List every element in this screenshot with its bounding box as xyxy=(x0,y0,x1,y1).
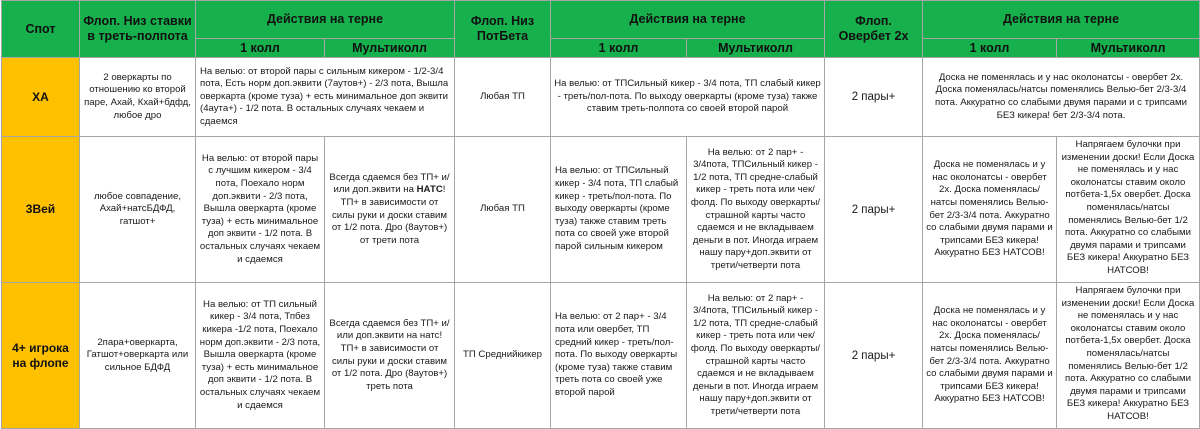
header-row xyxy=(2,1,1200,39)
spot-cell: 3Вей xyxy=(2,137,80,283)
one-call-cell: На велью: от ТПСильный кикер - 3/4 пота, ТП слабый кикер - треть/пол-пота. По выходу оверкарты (кроме туза) также ставим треть пота со своей уже второй парой сильным кикером xyxy=(551,137,687,283)
spot-cell: ХА xyxy=(2,58,80,137)
multicall-text-b: ! ТП+ в зависимости от силы руки и доски ставим от 1/2 пота. Дро (8аутов+) от трети пота xyxy=(331,184,448,246)
flop-low-stake-cell: 2пара+оверкарта, Гатшот+оверкарта или сильное БДФД xyxy=(80,283,196,429)
one-call-cell: На велью: от 2 пар+ - 3/4 пота или овербет, ТП средний кикер - треть/пол-пота. По выходу оверкарты (кроме туза) также ставим треть пота со своей уже второй парой xyxy=(551,283,687,429)
multicall-cell: На велью: от 2 пар+ - 3/4пота, ТПСильный кикер - 1/2 пота, ТП средне-слабый кикер - треть пота или чек/фолд. По выходу оверкарты/страшной карты часто сдаемся и не вкладываем деньги в пот. Иногда играем нашу пару+доп.эквити от трети/четверти пота xyxy=(687,137,825,283)
flop-low-stake-cell: 2 оверкарты по отношению ко второй паре, Ахай, Кхай+бдфд, любое дро xyxy=(80,58,196,137)
multicall-cell: Напрягаем булочки при изменении доски! Если Доска не поменялась и у нас околонатсы ставим около потбета-1,5х овербет. Доска поменялась/натсы поменялись Велью-бет 1/2 пота. Аккуратно со слабыми двумя парами и трипсами БЕЗ кикера! Аккуратно БЕЗ НАТСОВ! xyxy=(1057,283,1200,429)
header-turn-actions-1: Действия на терне xyxy=(196,1,455,39)
subheader-one-call-3: 1 колл xyxy=(923,39,1057,58)
flop-overbet-cell: 2 пары+ xyxy=(825,137,923,283)
header-turn-actions-2: Действия на терне xyxy=(551,1,825,39)
table-row-4plus xyxy=(2,283,1200,429)
one-call-cell: На велью: от второй пары с сильным кикером - 1/2-3/4 пота, Есть норм доп.эквити (7аутов+) - 2/3 пота, Вышла оверкарта (кроме туза) + есть минимальное доп эквити (4аута+) - 1/2 пота. В остальных случаях чекаем и сдаемся xyxy=(196,58,455,137)
subheader-one-call-1: 1 колл xyxy=(196,39,325,58)
spot-cell: 4+ игрока на флопе xyxy=(2,283,80,429)
table-row-xa xyxy=(2,58,1200,137)
flop-low-potbet-cell: Любая ТП xyxy=(455,58,551,137)
multicall-cell: На велью: от 2 пар+ - 3/4пота, ТПСильный кикер - 1/2 пота, ТП средне-слабый кикер - треть пота или чек/фолд. По выходу оверкарты/страшной карты часто сдаемся и не вкладываем деньги в пот. Иногда играем нашу пару+доп.эквити от трети/четверти пота xyxy=(687,283,825,429)
strategy-table xyxy=(1,0,1200,429)
one-call-cell: Доска не поменялась и у нас околонатсы - овербет 2х. Доска поменялась/натсы поменялись Велью-бет 2/3-3/4 пота. Аккуратно со слабыми двумя парами и трипсами БЕЗ кикера! Аккуратно БЕЗ НАТСОВ! xyxy=(923,283,1057,429)
header-flop-overbet: Флоп. Овербет 2х xyxy=(825,1,923,58)
multicall-cell xyxy=(325,137,455,283)
header-flop-low-potbet: Флоп. Низ ПотБета xyxy=(455,1,551,58)
multicall-cell: Всегда сдаемся без ТП+ и/или доп.эквити на натс! ТП+ в зависимости от силы руки и доски ставим от 1/2 пота. Дро (8аутов+) треть пота xyxy=(325,283,455,429)
flop-low-potbet-cell: Любая ТП xyxy=(455,137,551,283)
header-flop-low-stake: Флоп. Низ ставки в треть-полпота xyxy=(80,1,196,58)
header-spot: Спот xyxy=(2,1,80,58)
subheader-multicall-2: Мультиколл xyxy=(687,39,825,58)
one-call-cell: На велью: от второй пары с лучшим кикером - 3/4 пота, Поехало норм доп.эквити - 2/3 пота, Вышла оверкарта (кроме туза) + есть минимальное доп эквити - 1/2 пота. В остальных случаях чекаем и сдаемся xyxy=(196,137,325,283)
subheader-multicall-3: Мультиколл xyxy=(1057,39,1200,58)
one-call-cell: Доска не поменялась и у нас околонатсы - овербет 2х. Доска поменялась/натсы поменялись Велью-бет 2/3-3/4 пота. Аккуратно со слабыми двумя парами и с трипсами БЕЗ кикера! бет 2/3-3/4 пота. xyxy=(923,58,1200,137)
one-call-cell: На велью: от ТПСильный кикер - 3/4 пота, ТП слабый кикер - треть/пол-пота. По выходу оверкарты (кроме туза) также ставим треть-полпота со своей второй парой xyxy=(551,58,825,137)
flop-low-potbet-cell: ТП Среднийкикер xyxy=(455,283,551,429)
table-row-3way xyxy=(2,137,1200,283)
flop-overbet-cell: 2 пары+ xyxy=(825,283,923,429)
subheader-multicall-1: Мультиколл xyxy=(325,39,455,58)
one-call-cell: Доска не поменялась и у нас околонатсы - овербет 2х. Доска поменялась/натсы поменялись Велью-бет 2/3-3/4 пота. Аккуратно со слабыми двумя парами и трипсами БЕЗ кикера! Аккуратно БЕЗ НАТСОВ! xyxy=(923,137,1057,283)
multicall-cell: Напрягаем булочки при изменении доски! Если Доска не поменялась и у нас околонатсы ставим около потбета-1,5х овербет. Доска поменялась/натсы поменялись Велью-бет 1/2 пота. Аккуратно со слабыми двумя парами и трипсами БЕЗ кикера! Аккуратно БЕЗ НАТСОВ! xyxy=(1057,137,1200,283)
one-call-cell: На велью: от ТП сильный кикер - 3/4 пота, Тпбез кикера -1/2 пота, Поехало норм доп.эквити - 2/3 пота, Вышла оверкарта (кроме туза) + есть минимальное доп эквити - 1/2 пота. В остальных случаях чекаем и сдаемся xyxy=(196,283,325,429)
multicall-text-bold: НАТС xyxy=(416,184,443,196)
header-turn-actions-3: Действия на терне xyxy=(923,1,1200,39)
subheader-one-call-2: 1 колл xyxy=(551,39,687,58)
flop-overbet-cell: 2 пары+ xyxy=(825,58,923,137)
multicall-text-a: Всегда сдаемся без ТП+ и/или доп.эквити на xyxy=(329,171,450,196)
flop-low-stake-cell: любое совпадение, Ахай+натсБДФД, гатшот+ xyxy=(80,137,196,283)
